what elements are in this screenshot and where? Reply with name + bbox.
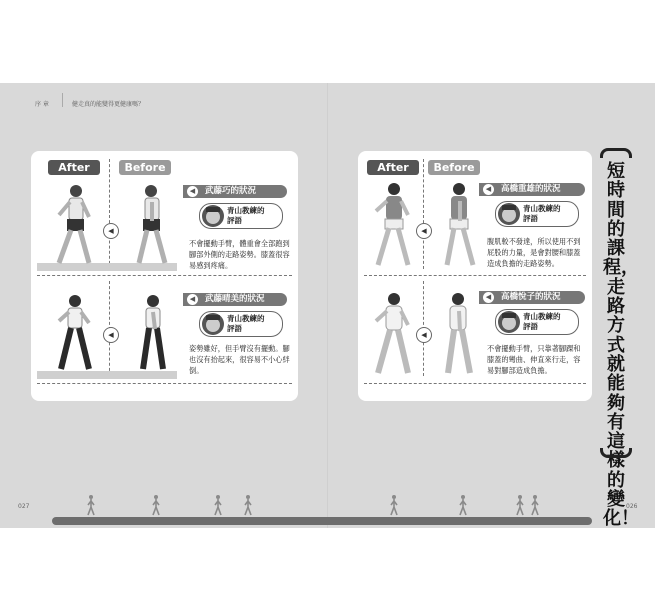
coach-label-1: 青山教練的 — [523, 312, 561, 321]
running-header: 健走真的能變得更健康嗎？ — [72, 101, 145, 108]
case-title-bar — [183, 293, 287, 306]
coach-label-1: 青山教練的 — [227, 314, 265, 323]
comparison-panel-right — [358, 151, 592, 401]
triangle-left-icon: ◀ — [483, 292, 494, 303]
page-number-right: 026 — [626, 503, 638, 510]
triangle-left-icon: ◀ — [187, 186, 198, 197]
arrow-left-icon: ◀ — [416, 327, 432, 343]
chapter-label: 序 章 — [35, 101, 49, 108]
coach-label-2: 評語 — [227, 216, 242, 225]
walker-photo-before — [127, 181, 177, 269]
coach-badge — [495, 201, 579, 227]
case-title-bar — [183, 185, 287, 198]
side-title-text: 短時間的課程，走路方式就能夠有這樣的變化！ — [603, 161, 639, 530]
coach-face-icon — [498, 311, 520, 333]
triangle-left-icon: ◀ — [187, 294, 198, 305]
walker-silhouette-icon — [151, 494, 161, 516]
walker-silhouette-icon — [243, 494, 253, 516]
case-title: 高橋重雄的狀況 — [501, 184, 561, 194]
arrow-left-icon: ◀ — [416, 223, 432, 239]
case-title: 武藤晴美的狀況 — [205, 294, 265, 304]
case-comment: 腹肌較不發達，所以使用不到屁股的力量，是會對腰和膝蓋造成負擔的走路姿勢。 — [487, 237, 581, 269]
comparison-panel-left — [31, 151, 298, 401]
column-divider — [109, 159, 110, 269]
bracket-top — [600, 148, 632, 158]
walker-silhouette-icon — [530, 494, 540, 516]
row-divider — [364, 383, 586, 384]
walker-photo-after — [49, 181, 99, 269]
case-title: 武藤巧的狀況 — [205, 186, 257, 196]
after-tag: After — [367, 160, 419, 175]
coach-label-1: 青山教練的 — [227, 206, 265, 215]
walker-silhouette-icon — [515, 494, 525, 516]
coach-face-icon — [202, 313, 224, 335]
walker-photo-before — [434, 289, 484, 379]
coach-badge — [495, 309, 579, 335]
coach-label-1: 青山教練的 — [523, 204, 561, 213]
walker-photo-after — [366, 179, 418, 271]
bracket-bottom — [600, 448, 632, 458]
walker-photo-after — [51, 291, 99, 375]
case-title: 高橋悅子的狀況 — [501, 292, 561, 302]
header-divider — [62, 93, 63, 107]
case-title-bar — [479, 291, 585, 304]
arrow-left-icon: ◀ — [103, 223, 119, 239]
walker-photo-before — [433, 179, 485, 271]
row-divider — [37, 275, 292, 276]
coach-face-icon — [498, 203, 520, 225]
page-fold — [327, 83, 328, 528]
coach-label-2: 評語 — [523, 322, 538, 331]
coach-badge — [199, 311, 283, 337]
coach-face-icon — [202, 205, 224, 227]
page-number-left: 027 — [18, 503, 30, 510]
coach-label-2: 評語 — [523, 214, 538, 223]
arrow-left-icon: ◀ — [103, 327, 119, 343]
walker-silhouette-icon — [86, 494, 96, 516]
case-comment: 姿勢雖好，但手臂沒有擺動。腳也沒有抬起來，很容易不小心絆倒。 — [189, 344, 290, 376]
row-divider — [37, 383, 292, 384]
before-tag: Before — [119, 160, 171, 175]
triangle-left-icon: ◀ — [483, 184, 494, 195]
walker-silhouette-icon — [213, 494, 223, 516]
case-comment: 不會擺動手臂，只靠著腳踝和膝蓋的彎曲、伸直來行走，容易對腳部造成負擔。 — [487, 344, 581, 376]
column-divider — [423, 159, 424, 269]
coach-label-2: 評語 — [227, 324, 242, 333]
case-comment: 不會擺動手臂，體重會全部跑到腳部外側的走路姿勢。膝蓋很容易感到疼痛。 — [189, 239, 290, 271]
walker-silhouette-icon — [458, 494, 468, 516]
walker-photo-before — [129, 291, 177, 375]
ground-bar — [52, 517, 592, 525]
case-title-bar — [479, 183, 585, 196]
coach-badge — [199, 203, 283, 229]
after-tag: After — [48, 160, 100, 175]
walker-photo-after — [368, 289, 418, 379]
book-spread — [0, 83, 655, 528]
walker-silhouette-icon — [389, 494, 399, 516]
row-divider — [364, 275, 586, 276]
before-tag: Before — [428, 160, 480, 175]
